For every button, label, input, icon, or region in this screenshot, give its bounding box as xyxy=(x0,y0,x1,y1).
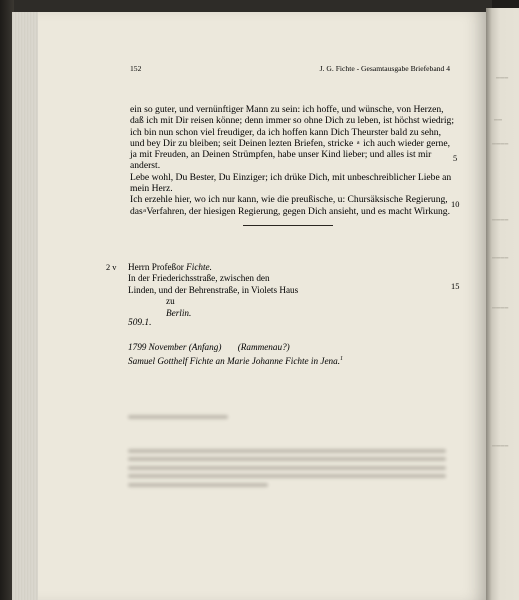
address-line: Herrn Profeßor Fichte. xyxy=(128,262,212,272)
footnote-mark: 1 xyxy=(340,355,344,362)
line-number: 10 xyxy=(451,200,460,209)
text-line: ich bin nun schon viel freudiger, da ich hoffen kann Dich Theurster bald zu sehn, xyxy=(130,126,441,138)
letter-body xyxy=(130,104,454,217)
address-line: Berlin. xyxy=(166,307,192,318)
text-line: und bey Dir zu bleiben; seit Deinen lezten Briefen, stricke a ich auch wieder gerne, xyxy=(130,137,450,149)
address-block xyxy=(106,262,299,319)
page-number: 152 xyxy=(130,64,142,73)
date-line xyxy=(128,342,343,367)
running-title: J. G. Fichte - Gesamtausgabe Briefeband 4 xyxy=(319,64,450,73)
text-line: anderst. xyxy=(130,160,161,172)
blurred-footnote xyxy=(128,410,448,423)
text-line: ein so guter, und vernünftiger Mann zu sein: ich hoffe, und wünsche, von Herzen, xyxy=(130,104,444,115)
address-line: Linden, und der Behrenstraße, in Violets Haus xyxy=(128,284,299,295)
place: (Rammenau?) xyxy=(237,342,290,352)
address-line: In der Friederichsstraße, zwischen den xyxy=(128,273,270,284)
margin-reference: 2 v xyxy=(106,263,117,272)
sender-recipient: Samuel Gotthelf Fichte an Marie Johanne Fichte in Jena. xyxy=(128,355,341,366)
document-number: 509.1. xyxy=(128,318,152,328)
date: 1799 November (Anfang) xyxy=(128,342,222,352)
page-edges-left xyxy=(12,12,38,600)
section-divider xyxy=(243,225,333,226)
text-line: Lebe wohl, Du Bester, Du Einziger; ich drüke Dich, mit unbeschreiblicher Liebe an xyxy=(130,171,452,183)
text-line: mein Herz. xyxy=(130,183,173,195)
text-line: daß ich mit Dir reisen könne; denn immer so ohne Dich zu leben, ist höchst wiedrig; xyxy=(130,115,454,127)
line-number: 5 xyxy=(453,154,458,163)
text-line: ja mit Freuden, an Deinen Strümpfen, habe unser Kind lieber; und alles ist mir xyxy=(130,149,432,161)
facing-page: ▔▔▔ ▔▔ ▔▔▔▔ ▔▔▔▔ ▔▔▔▔ ▔▔▔▔ ▔▔▔▔ xyxy=(486,8,519,600)
line-number: 15 xyxy=(451,282,460,291)
text-line: Ich erzehle hier, wo ich nur kann, wie die preußische, u: Chursäksische Regierung, xyxy=(130,194,448,206)
text-line: das a Verfahren, der hiesigen Regierung, gegen Dich ansieht, und es macht Wirkung. xyxy=(130,205,450,217)
blurred-commentary xyxy=(128,444,448,492)
address-line: zu xyxy=(166,296,175,307)
